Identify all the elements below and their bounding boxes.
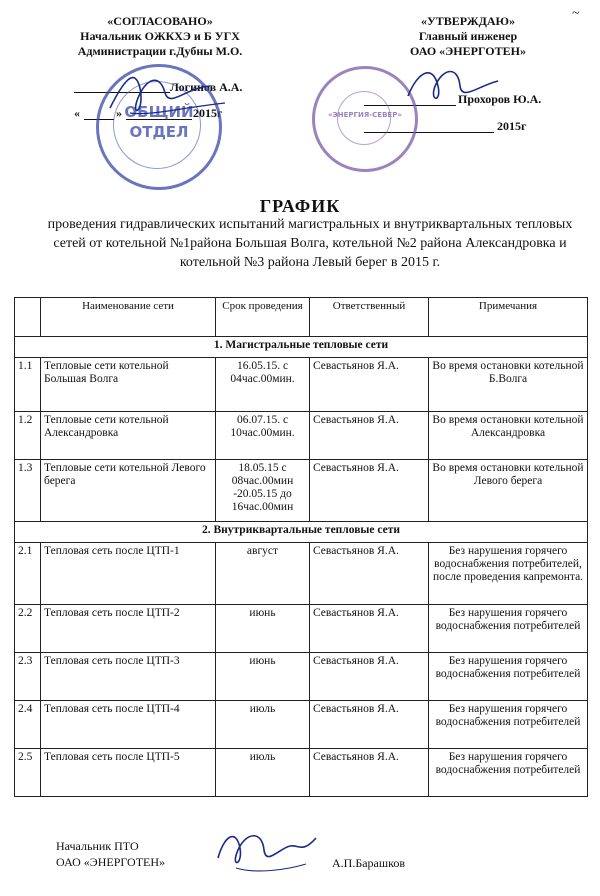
row-note: Во время остановки котельной Б.Волга	[429, 358, 588, 412]
signature-footer	[206, 818, 326, 880]
row-num: 1.2	[15, 412, 41, 460]
table-row	[15, 543, 588, 605]
footer-signatory	[56, 838, 165, 870]
row-term: июнь	[216, 605, 310, 653]
table-row	[15, 701, 588, 749]
row-num: 2.2	[15, 605, 41, 653]
row-name: Тепловая сеть после ЦТП-1	[41, 543, 216, 605]
row-responsible: Севастьянов Я.А.	[310, 358, 429, 412]
row-responsible: Севастьянов Я.А.	[310, 605, 429, 653]
row-name: Тепловые сети котельной Левого берега	[41, 460, 216, 522]
header-name: Наименование сети	[41, 298, 216, 337]
stamp-left-line2: ОТДЕЛ	[129, 123, 189, 141]
footer-organization: ОАО «ЭНЕРГОТЕН»	[56, 855, 166, 869]
row-term: 18.05.15 с 08час.00мин -20.05.15 до 16час.00мин	[216, 460, 310, 522]
seal-center-text: «ЭНЕРГИЯ-СЕВЕР»	[328, 111, 402, 119]
row-responsible: Севастьянов Я.А.	[310, 543, 429, 605]
row-name: Тепловая сеть после ЦТП-4	[41, 701, 216, 749]
header-responsible: Ответственный	[310, 298, 429, 337]
approval-left	[40, 14, 280, 59]
row-responsible: Севастьянов Я.А.	[310, 749, 429, 797]
footer-signer: А.П.Барашков	[332, 856, 406, 870]
approval-right	[348, 14, 588, 59]
row-term: июнь	[216, 653, 310, 701]
approval-right-organization: ОАО «ЭНЕРГОТЕН»	[410, 44, 526, 58]
signature-left	[90, 58, 243, 138]
row-term: июль	[216, 701, 310, 749]
row-note: Без нарушения горячего водоснабжения потребителей	[429, 605, 588, 653]
row-note: Без нарушения горячего водоснабжения потребителей, после проведения капремонта.	[429, 543, 588, 605]
approval-left-label: «СОГЛАСОВАНО»	[107, 14, 213, 28]
corner-mark: ~	[572, 6, 580, 21]
row-responsible: Севастьянов Я.А.	[310, 460, 429, 522]
row-name: Тепловые сети котельной Большая Волга	[41, 358, 216, 412]
row-responsible: Севастьянов Я.А.	[310, 701, 429, 749]
row-note: Без нарушения горячего водоснабжения потребителей	[429, 653, 588, 701]
row-responsible: Севастьянов Я.А.	[310, 412, 429, 460]
table-row	[15, 412, 588, 460]
document-subtitle: проведения гидравлических испытаний магистральных и внутриквартальных тепловых сетей от котельной №1района Большая Волга, котельной №2 района Александровка и котельной №3 района Левый берег в 2015 г.	[47, 217, 573, 270]
table-row	[15, 749, 588, 797]
approval-left-organization: Администрации г.Дубны М.О.	[77, 44, 243, 58]
row-term: 06.07.15. с 10час.00мин.	[216, 412, 310, 460]
table-row	[15, 653, 588, 701]
approval-left-date-open: «	[74, 106, 80, 120]
row-num: 2.4	[15, 701, 41, 749]
approval-right-signer: Прохоров Ю.А.	[458, 92, 542, 106]
row-term: 16.05.15. с 04час.00мин.	[216, 358, 310, 412]
section-row	[15, 522, 588, 543]
table-row	[15, 605, 588, 653]
row-name: Тепловые сети котельной Александровка	[41, 412, 216, 460]
row-term: июль	[216, 749, 310, 797]
header-notes: Примечания	[429, 298, 588, 337]
table-row	[15, 460, 588, 522]
table-header-row	[15, 298, 588, 337]
header-num	[15, 298, 41, 337]
row-term: август	[216, 543, 310, 605]
signature-right	[398, 56, 508, 116]
row-num: 2.3	[15, 653, 41, 701]
document-title: ГРАФИК	[259, 196, 341, 216]
approval-right-year: 2015г	[497, 119, 527, 133]
section-title: 2. Внутриквартальные тепловые сети	[15, 522, 588, 543]
row-note: Без нарушения горячего водоснабжения потребителей	[429, 749, 588, 797]
row-responsible: Севастьянов Я.А.	[310, 653, 429, 701]
footer-position: Начальник ПТО	[56, 839, 139, 853]
header-term: Срок проведения	[216, 298, 310, 337]
row-num: 1.1	[15, 358, 41, 412]
approval-left-signer: Логинов А.А.	[170, 80, 243, 94]
schedule-table	[14, 297, 588, 797]
row-name: Тепловая сеть после ЦТП-3	[41, 653, 216, 701]
table-row	[15, 358, 588, 412]
section-row	[15, 337, 588, 358]
row-num: 1.3	[15, 460, 41, 522]
row-note: Без нарушения горячего водоснабжения потребителей	[429, 701, 588, 749]
section-title: 1. Магистральные тепловые сети	[15, 337, 588, 358]
stamp-left-line1: ОБЩИЙ	[124, 103, 194, 121]
approval-right-position: Главный инженер	[418, 29, 518, 43]
row-name: Тепловая сеть после ЦТП-5	[41, 749, 216, 797]
row-num: 2.1	[15, 543, 41, 605]
row-note: Во время остановки котельной Александровка	[429, 412, 588, 460]
approval-left-date-mid: »	[116, 106, 122, 120]
approval-left-year: 2015г	[193, 106, 223, 120]
row-name: Тепловая сеть после ЦТП-2	[41, 605, 216, 653]
approval-left-position: Начальник ОЖКХЭ и Б УГХ	[80, 29, 240, 43]
approval-right-label: «УТВЕРЖДАЮ»	[420, 14, 516, 28]
row-num: 2.5	[15, 749, 41, 797]
row-note: Во время остановки котельной Левого берега	[429, 460, 588, 522]
